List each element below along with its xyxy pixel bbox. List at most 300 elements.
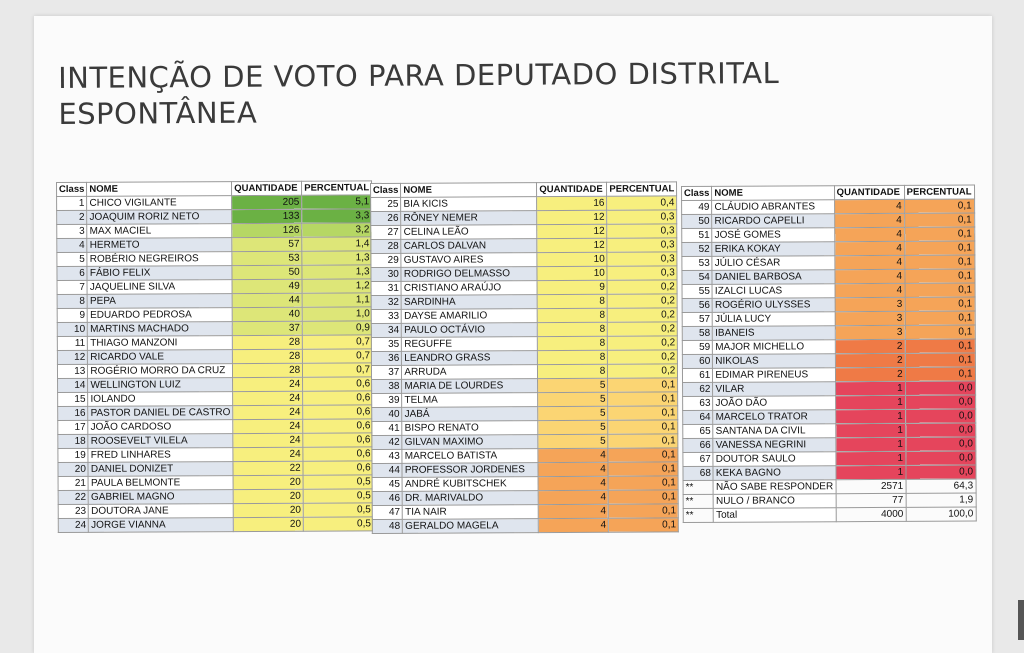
header-class: Class bbox=[371, 183, 401, 197]
page-title bbox=[58, 54, 858, 132]
percent-cell: 0,0 bbox=[905, 437, 975, 451]
class-cell: 62 bbox=[683, 382, 713, 396]
name-cell: TIA NAIR bbox=[403, 505, 539, 520]
quantity-cell: 3 bbox=[835, 325, 905, 339]
class-cell: 64 bbox=[683, 410, 713, 424]
name-cell: MAX MACIEL bbox=[87, 224, 232, 239]
quantity-cell: 20 bbox=[233, 503, 303, 517]
class-cell: 38 bbox=[372, 379, 402, 393]
class-cell: 11 bbox=[57, 336, 87, 350]
class-cell: 31 bbox=[371, 281, 401, 295]
table-row bbox=[372, 518, 678, 534]
name-cell: CLÁUDIO ABRANTES bbox=[712, 200, 834, 215]
name-cell: JÚLIO CÉSAR bbox=[712, 256, 834, 271]
name-cell: WELLINGTON LUIZ bbox=[88, 378, 233, 393]
name-cell: LEANDRO GRASS bbox=[402, 351, 538, 366]
class-cell: 57 bbox=[682, 312, 712, 326]
name-cell: ROOSEVELT VILELA bbox=[88, 434, 233, 449]
table-row bbox=[683, 451, 976, 467]
name-cell: JOAQUIM RORIZ NETO bbox=[87, 210, 232, 225]
percent-cell: 0,1 bbox=[609, 518, 679, 532]
class-cell: 7 bbox=[57, 280, 87, 294]
percent-cell: 5,1 bbox=[302, 195, 372, 209]
name-cell: MARTINS MACHADO bbox=[88, 322, 233, 337]
percent-cell: 1,2 bbox=[302, 279, 372, 293]
page-edge-shadow bbox=[1018, 600, 1024, 640]
class-cell: 26 bbox=[371, 211, 401, 225]
quantity-cell: 4 bbox=[834, 241, 904, 255]
percent-cell: 0,3 bbox=[607, 238, 677, 252]
name-cell: JABÁ bbox=[402, 407, 538, 422]
class-cell: 27 bbox=[371, 225, 401, 239]
percent-cell: 0,2 bbox=[608, 364, 678, 378]
percent-cell: 0,1 bbox=[905, 325, 975, 339]
name-cell: MARIA DE LOURDES bbox=[402, 379, 538, 394]
quantity-cell: 10 bbox=[537, 266, 607, 280]
quantity-cell: 8 bbox=[538, 308, 608, 322]
quantity-cell: 50 bbox=[232, 265, 302, 279]
quantity-cell: 126 bbox=[232, 223, 302, 237]
class-cell: 54 bbox=[682, 270, 712, 284]
name-cell: CELINA LEÃO bbox=[401, 225, 537, 240]
percent-cell: 0,1 bbox=[904, 213, 974, 227]
table-row bbox=[682, 339, 975, 355]
name-cell: HERMETO bbox=[87, 238, 232, 253]
quantity-cell: 8 bbox=[537, 294, 607, 308]
percent-cell: 0,6 bbox=[303, 405, 373, 419]
quantity-cell: 8 bbox=[538, 336, 608, 350]
table-row bbox=[683, 465, 976, 481]
percent-cell: 1,1 bbox=[302, 293, 372, 307]
name-cell: PROFESSOR JORDENES bbox=[402, 463, 538, 478]
quantity-cell: 28 bbox=[233, 349, 303, 363]
name-cell: IZALCI LUCAS bbox=[712, 284, 834, 299]
class-cell: 12 bbox=[57, 350, 87, 364]
class-cell: 32 bbox=[371, 295, 401, 309]
class-cell: ** bbox=[683, 508, 713, 522]
quantity-cell: 37 bbox=[232, 321, 302, 335]
header-percentual: PERCENTUAL bbox=[607, 182, 677, 196]
class-cell: 42 bbox=[372, 435, 402, 449]
header-nome: NOME bbox=[401, 183, 537, 198]
name-cell: PAULA BELMONTE bbox=[88, 476, 233, 491]
quantity-cell: 5 bbox=[538, 378, 608, 392]
quantity-cell: 4 bbox=[835, 269, 905, 283]
quantity-cell: 3 bbox=[835, 311, 905, 325]
quantity-cell: 1 bbox=[835, 423, 905, 437]
quantity-cell: 4 bbox=[538, 448, 608, 462]
name-cell: ARRUDA bbox=[402, 365, 538, 380]
percent-cell: 0,7 bbox=[303, 335, 373, 349]
quantity-cell: 133 bbox=[232, 209, 302, 223]
percent-cell: 0,6 bbox=[303, 433, 373, 447]
class-cell: 49 bbox=[682, 200, 712, 214]
class-cell: 66 bbox=[683, 438, 713, 452]
header-class: Class bbox=[57, 182, 87, 196]
percent-cell: 0,0 bbox=[906, 451, 976, 465]
class-cell: ** bbox=[683, 494, 713, 508]
percent-cell: 0,1 bbox=[608, 462, 678, 476]
name-cell: FÁBIO FELIX bbox=[87, 266, 232, 281]
percent-cell: 0,6 bbox=[303, 391, 373, 405]
quantity-cell: 24 bbox=[233, 391, 303, 405]
percent-cell: 0,1 bbox=[609, 504, 679, 518]
name-cell: EDUARDO PEDROSA bbox=[88, 308, 233, 323]
name-cell: NÃO SABE RESPONDER bbox=[713, 480, 835, 495]
name-cell: IBANEIS bbox=[713, 326, 835, 341]
quantity-cell: 1 bbox=[835, 381, 905, 395]
percent-cell: 0,6 bbox=[303, 377, 373, 391]
header-percentual: PERCENTUAL bbox=[904, 185, 974, 199]
percent-cell: 0,1 bbox=[905, 311, 975, 325]
percent-cell: 0,1 bbox=[904, 241, 974, 255]
name-cell: RICARDO CAPELLI bbox=[712, 214, 834, 229]
header-class: Class bbox=[682, 186, 712, 200]
percent-cell: 0,1 bbox=[608, 392, 678, 406]
quantity-cell: 2 bbox=[835, 339, 905, 353]
quantity-cell: 12 bbox=[537, 238, 607, 252]
percent-cell: 0,2 bbox=[608, 308, 678, 322]
percent-cell: 64,3 bbox=[906, 479, 976, 493]
percent-cell: 0,2 bbox=[607, 280, 677, 294]
class-cell: 15 bbox=[58, 392, 88, 406]
name-cell: FRED LINHARES bbox=[88, 448, 233, 463]
percent-cell: 1,9 bbox=[906, 493, 976, 507]
percent-cell: 0,0 bbox=[905, 395, 975, 409]
name-cell: GILVAN MAXIMO bbox=[402, 435, 538, 450]
class-cell: 35 bbox=[371, 337, 401, 351]
percent-cell: 1,3 bbox=[302, 251, 372, 265]
quantity-cell: 8 bbox=[538, 350, 608, 364]
percent-cell: 0,1 bbox=[904, 255, 974, 269]
class-cell: 51 bbox=[682, 228, 712, 242]
name-cell: JÚLIA LUCY bbox=[713, 312, 835, 327]
name-cell: THIAGO MANZONI bbox=[88, 336, 233, 351]
name-cell: CHICO VIGILANTE bbox=[87, 196, 232, 211]
table-row bbox=[58, 517, 373, 533]
percent-cell: 1,3 bbox=[302, 265, 372, 279]
class-cell: 6 bbox=[57, 266, 87, 280]
percent-cell: 0,1 bbox=[608, 378, 678, 392]
quantity-cell: 4000 bbox=[836, 507, 906, 521]
percent-cell: 0,3 bbox=[607, 210, 677, 224]
table-row bbox=[682, 213, 975, 229]
name-cell: PEPA bbox=[87, 294, 232, 309]
percent-cell: 0,9 bbox=[302, 321, 372, 335]
class-cell: 22 bbox=[58, 490, 88, 504]
name-cell: GABRIEL MAGNO bbox=[88, 490, 233, 505]
percent-cell: 0,5 bbox=[303, 489, 373, 503]
class-cell: 24 bbox=[58, 518, 88, 532]
quantity-cell: 77 bbox=[836, 493, 906, 507]
percent-cell: 0,0 bbox=[906, 465, 976, 479]
name-cell: ANDRÉ KUBITSCHEK bbox=[402, 477, 538, 492]
class-cell: 55 bbox=[682, 284, 712, 298]
name-cell: MARCELO TRATOR bbox=[713, 410, 835, 425]
quantity-cell: 1 bbox=[835, 437, 905, 451]
percent-cell: 0,2 bbox=[608, 350, 678, 364]
name-cell: ROGÉRIO ULYSSES bbox=[712, 298, 834, 313]
title-line-1: INTENÇÃO DE VOTO PARA DEPUTADO DISTRITAL bbox=[58, 55, 780, 95]
name-cell: BIA KICIS bbox=[401, 197, 537, 212]
class-cell: 16 bbox=[58, 406, 88, 420]
class-cell: 39 bbox=[372, 393, 402, 407]
table-row bbox=[683, 409, 976, 425]
name-cell: VILAR bbox=[713, 382, 835, 397]
name-cell: NIKOLAS bbox=[713, 354, 835, 369]
percent-cell: 100,0 bbox=[906, 507, 976, 521]
quantity-cell: 1 bbox=[836, 465, 906, 479]
name-cell: IOLANDO bbox=[88, 392, 233, 407]
quantity-cell: 28 bbox=[233, 335, 303, 349]
percent-cell: 0,1 bbox=[904, 199, 974, 213]
name-cell: ROGÉRIO MORRO DA CRUZ bbox=[88, 364, 233, 379]
table-row bbox=[683, 437, 976, 453]
quantity-cell: 4 bbox=[538, 462, 608, 476]
quantity-cell: 8 bbox=[538, 364, 608, 378]
class-cell: 60 bbox=[682, 354, 712, 368]
name-cell: SARDINHA bbox=[401, 295, 537, 310]
results-table-1 bbox=[56, 180, 374, 533]
percent-cell: 0,2 bbox=[608, 336, 678, 350]
quantity-cell: 20 bbox=[233, 475, 303, 489]
quantity-cell: 2571 bbox=[836, 479, 906, 493]
quantity-cell: 1 bbox=[835, 395, 905, 409]
quantity-cell: 49 bbox=[232, 279, 302, 293]
table-row bbox=[683, 381, 976, 397]
quantity-cell: 20 bbox=[233, 489, 303, 503]
summary-row bbox=[683, 507, 976, 523]
header-quantidade: QUANTIDADE bbox=[232, 181, 302, 195]
table-row bbox=[682, 199, 975, 215]
quantity-cell: 24 bbox=[233, 433, 303, 447]
class-cell: 68 bbox=[683, 466, 713, 480]
class-cell: 21 bbox=[58, 476, 88, 490]
quantity-cell: 5 bbox=[538, 434, 608, 448]
name-cell: RODRIGO DELMASSO bbox=[401, 267, 537, 282]
percent-cell: 0,1 bbox=[905, 269, 975, 283]
class-cell: 1 bbox=[57, 196, 87, 210]
percent-cell: 0,3 bbox=[607, 224, 677, 238]
class-cell: 10 bbox=[57, 322, 87, 336]
quantity-cell: 24 bbox=[233, 419, 303, 433]
header-quantidade: QUANTIDADE bbox=[834, 185, 904, 199]
name-cell: DAYSE AMARILIO bbox=[402, 309, 538, 324]
quantity-cell: 5 bbox=[538, 392, 608, 406]
name-cell: RÔNEY NEMER bbox=[401, 211, 537, 226]
percent-cell: 0,5 bbox=[303, 517, 373, 531]
name-cell: Total bbox=[714, 508, 836, 523]
percent-cell: 0,0 bbox=[905, 381, 975, 395]
class-cell: 30 bbox=[371, 267, 401, 281]
class-cell: 63 bbox=[683, 396, 713, 410]
name-cell: TELMA bbox=[402, 393, 538, 408]
name-cell: ROBÉRIO NEGREIROS bbox=[87, 252, 232, 267]
class-cell: 53 bbox=[682, 256, 712, 270]
class-cell: 43 bbox=[372, 449, 402, 463]
name-cell: JOSÉ GOMES bbox=[712, 228, 834, 243]
quantity-cell: 53 bbox=[232, 251, 302, 265]
name-cell: JAQUELINE SILVA bbox=[87, 280, 232, 295]
name-cell: ERIKA KOKAY bbox=[712, 242, 834, 257]
quantity-cell: 9 bbox=[537, 280, 607, 294]
percent-cell: 3,3 bbox=[302, 209, 372, 223]
quantity-cell: 4 bbox=[539, 504, 609, 518]
class-cell: 65 bbox=[683, 424, 713, 438]
quantity-cell: 2 bbox=[835, 353, 905, 367]
table-header-row bbox=[682, 185, 975, 201]
table-row bbox=[683, 423, 976, 439]
quantity-cell: 24 bbox=[233, 405, 303, 419]
name-cell: EDIMAR PIRENEUS bbox=[713, 368, 835, 383]
results-table-2 bbox=[370, 181, 679, 534]
table-row bbox=[682, 227, 975, 243]
name-cell: JOÃO DÃO bbox=[713, 396, 835, 411]
quantity-cell: 8 bbox=[538, 322, 608, 336]
class-cell: 45 bbox=[372, 477, 402, 491]
quantity-cell: 4 bbox=[538, 490, 608, 504]
class-cell: 2 bbox=[57, 210, 87, 224]
percent-cell: 0,5 bbox=[303, 503, 373, 517]
class-cell: 8 bbox=[57, 294, 87, 308]
class-cell: 50 bbox=[682, 214, 712, 228]
quantity-cell: 44 bbox=[232, 293, 302, 307]
percent-cell: 0,7 bbox=[303, 349, 373, 363]
table-row bbox=[682, 353, 975, 369]
quantity-cell: 4 bbox=[834, 227, 904, 241]
percent-cell: 0,1 bbox=[905, 353, 975, 367]
header-percentual: PERCENTUAL bbox=[302, 181, 372, 195]
quantity-cell: 4 bbox=[835, 283, 905, 297]
table-row bbox=[682, 255, 975, 271]
table-row bbox=[682, 297, 975, 313]
name-cell: RICARDO VALE bbox=[88, 350, 233, 365]
class-cell: 40 bbox=[372, 407, 402, 421]
quantity-cell: 12 bbox=[537, 224, 607, 238]
name-cell: DOUTORA JANE bbox=[89, 504, 234, 519]
class-cell: 47 bbox=[372, 505, 402, 519]
name-cell: DOUTOR SAULO bbox=[713, 452, 835, 467]
percent-cell: 0,6 bbox=[303, 419, 373, 433]
percent-cell: 0,3 bbox=[607, 266, 677, 280]
quantity-cell: 16 bbox=[537, 196, 607, 210]
class-cell: 28 bbox=[371, 239, 401, 253]
class-cell: 33 bbox=[371, 309, 401, 323]
quantity-cell: 1 bbox=[835, 409, 905, 423]
table-row bbox=[683, 395, 976, 411]
quantity-cell: 1 bbox=[836, 451, 906, 465]
percent-cell: 0,0 bbox=[905, 409, 975, 423]
class-cell: 34 bbox=[371, 323, 401, 337]
class-cell: 58 bbox=[682, 326, 712, 340]
header-quantidade: QUANTIDADE bbox=[537, 182, 607, 196]
class-cell: 46 bbox=[372, 491, 402, 505]
table-row bbox=[682, 283, 975, 299]
quantity-cell: 4 bbox=[539, 518, 609, 532]
percent-cell: 0,6 bbox=[303, 447, 373, 461]
name-cell: NULO / BRANCO bbox=[713, 494, 835, 509]
quantity-cell: 3 bbox=[835, 297, 905, 311]
name-cell: REGUFFE bbox=[402, 337, 538, 352]
class-cell: 18 bbox=[58, 434, 88, 448]
name-cell: DANIEL DONIZET bbox=[88, 462, 233, 477]
table-row bbox=[682, 269, 975, 285]
percent-cell: 3,2 bbox=[302, 223, 372, 237]
class-cell: 20 bbox=[58, 462, 88, 476]
percent-cell: 0,1 bbox=[608, 406, 678, 420]
class-cell: 14 bbox=[58, 378, 88, 392]
class-cell: 13 bbox=[57, 364, 87, 378]
percent-cell: 0,1 bbox=[905, 367, 975, 381]
name-cell: GUSTAVO AIRES bbox=[401, 253, 537, 268]
header-nome: NOME bbox=[87, 182, 232, 197]
quantity-cell: 4 bbox=[834, 199, 904, 213]
quantity-cell: 2 bbox=[835, 367, 905, 381]
class-cell: 25 bbox=[371, 197, 401, 211]
class-cell: 36 bbox=[371, 351, 401, 365]
results-table-3 bbox=[681, 184, 976, 523]
percent-cell: 0,2 bbox=[608, 322, 678, 336]
name-cell: PAULO OCTÁVIO bbox=[402, 323, 538, 338]
class-cell: 29 bbox=[371, 253, 401, 267]
quantity-cell: 4 bbox=[834, 255, 904, 269]
percent-cell: 0,4 bbox=[607, 196, 677, 210]
percent-cell: 0,1 bbox=[904, 227, 974, 241]
name-cell: DR. MARIVALDO bbox=[402, 491, 538, 506]
quantity-cell: 22 bbox=[233, 461, 303, 475]
quantity-cell: 12 bbox=[537, 210, 607, 224]
class-cell: 37 bbox=[371, 365, 401, 379]
percent-cell: 1,0 bbox=[302, 307, 372, 321]
quantity-cell: 4 bbox=[834, 213, 904, 227]
percent-cell: 0,0 bbox=[905, 423, 975, 437]
class-cell: 52 bbox=[682, 242, 712, 256]
class-cell: 44 bbox=[372, 463, 402, 477]
table-row bbox=[682, 367, 975, 383]
class-cell: 41 bbox=[372, 421, 402, 435]
class-cell: 59 bbox=[682, 340, 712, 354]
class-cell: 3 bbox=[57, 224, 87, 238]
name-cell: MARCELO BATISTA bbox=[402, 449, 538, 464]
quantity-cell: 20 bbox=[233, 517, 303, 531]
name-cell: MAJOR MICHELLO bbox=[713, 340, 835, 355]
title-line-2: ESPONTÂNEA bbox=[58, 95, 258, 131]
class-cell: 5 bbox=[57, 252, 87, 266]
name-cell: VANESSA NEGRINI bbox=[713, 438, 835, 453]
class-cell: 9 bbox=[57, 308, 87, 322]
percent-cell: 1,4 bbox=[302, 237, 372, 251]
name-cell: SANTANA DA CIVIL bbox=[713, 424, 835, 439]
quantity-cell: 57 bbox=[232, 237, 302, 251]
percent-cell: 0,1 bbox=[905, 339, 975, 353]
class-cell: 61 bbox=[682, 368, 712, 382]
name-cell: JOÃO CARDOSO bbox=[88, 420, 233, 435]
percent-cell: 0,5 bbox=[303, 475, 373, 489]
quantity-cell: 205 bbox=[232, 195, 302, 209]
class-cell: ** bbox=[683, 480, 713, 494]
table-row bbox=[682, 325, 975, 341]
percent-cell: 0,1 bbox=[608, 420, 678, 434]
class-cell: 23 bbox=[58, 504, 88, 518]
summary-row bbox=[683, 479, 976, 495]
percent-cell: 0,1 bbox=[608, 476, 678, 490]
class-cell: 48 bbox=[372, 519, 402, 533]
name-cell: DANIEL BARBOSA bbox=[712, 270, 834, 285]
percent-cell: 0,1 bbox=[905, 283, 975, 297]
summary-row bbox=[683, 493, 976, 509]
name-cell: PASTOR DANIEL DE CASTRO bbox=[88, 406, 233, 421]
percent-cell: 0,1 bbox=[608, 490, 678, 504]
